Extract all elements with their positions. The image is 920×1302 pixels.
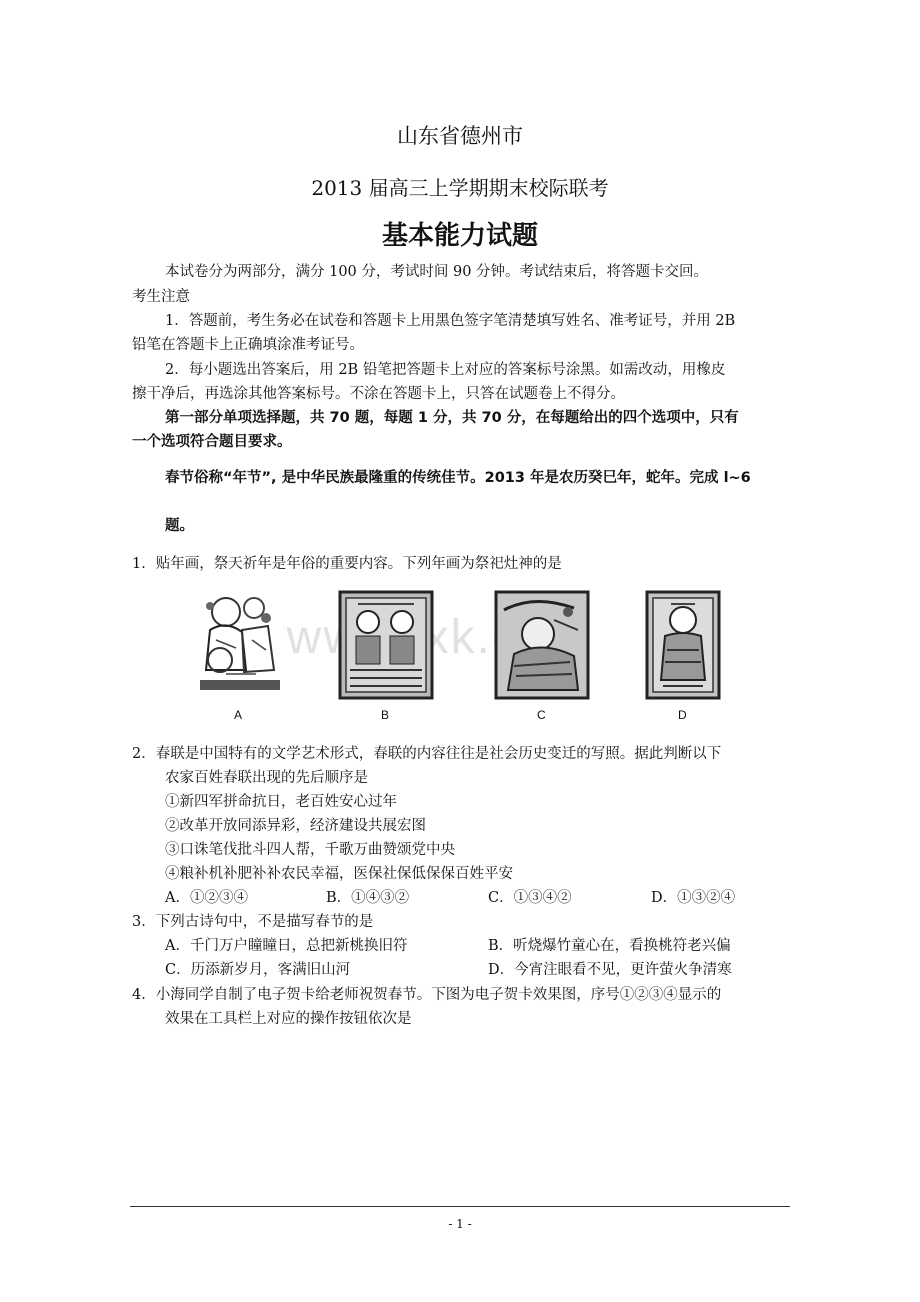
context-line-1: 春节俗称“年节”, 是中华民族最隆重的传统佳节。2013 年是农历癸巳年，蛇年。完成 l~6 bbox=[165, 470, 751, 486]
notice-1-line-2: 铅笔在答题卡上正确填涂准考证号。 bbox=[132, 337, 364, 353]
question-2-line-2: 农家百姓春联出现的先后顺序是 bbox=[165, 770, 368, 786]
q3-option-b: B．听烧爆竹童心在，看换桃符老兴偏 bbox=[488, 938, 731, 954]
part1-instruction-line-2: 一个选项符合题目要求。 bbox=[132, 434, 292, 450]
question-4-line-2: 效果在工具栏上对应的操作按钮依次是 bbox=[165, 1011, 412, 1027]
q2-option-c: C．①③④② bbox=[488, 890, 572, 906]
notice-2-line-1: 2．每小题选出答案后，用 2B 铅笔把答题卡上对应的答案标号涂黑。如需改动，用橡皮 bbox=[165, 362, 726, 378]
subject-title: 基本能力试题 bbox=[381, 221, 538, 251]
context-line-2: 题。 bbox=[165, 518, 194, 534]
question-4-line-1: 4．小海同学自制了电子贺卡给老师祝贺春节。下图为电子贺卡效果图，序号①②③④显示的 bbox=[132, 987, 722, 1003]
notice-1-line-1: 1．答题前，考生务必在试卷和答题卡上用黑色签字笔清楚填写姓名、准考证号，并用 2B bbox=[165, 313, 736, 329]
question-1: 1．贴年画，祭天祈年是年俗的重要内容。下列年画为祭祀灶神的是 bbox=[132, 556, 562, 572]
question-2-line-1: 2．春联是中国特有的文学艺术形式，春联的内容往往是社会历史变迁的写照。据此判断以下 bbox=[132, 746, 722, 762]
nianhua-image-b bbox=[338, 590, 434, 700]
q2-option-d: D．①③②④ bbox=[651, 890, 736, 906]
question-3: 3．下列古诗句中，不是描写春节的是 bbox=[132, 914, 374, 930]
nianhua-image-a bbox=[196, 590, 284, 700]
notice-2-line-2: 擦干净后，再选涂其他答案标号。不涂在答题卡上，只答在试题卷上不得分。 bbox=[132, 386, 625, 402]
caption-c: C bbox=[537, 708, 546, 722]
q2-item-4: ④粮补机补肥补补农民幸福，医保社保低保保百姓平安 bbox=[165, 866, 513, 882]
exam-title: 2013 届高三上学期期末校际联考 bbox=[311, 176, 609, 200]
q2-option-a: A．①②③④ bbox=[165, 890, 248, 906]
notice-title: 考生注意 bbox=[132, 289, 190, 305]
nianhua-image-d bbox=[645, 590, 721, 700]
page-number: - 1 - bbox=[448, 1217, 472, 1231]
header-region: 山东省德州市 bbox=[397, 124, 523, 148]
q3-option-d: D．今宵注眼看不见，更许萤火争清寒 bbox=[488, 962, 732, 978]
q2-item-1: ①新四军拼命抗日，老百姓安心过年 bbox=[165, 794, 397, 810]
q2-option-b: B．①④③② bbox=[326, 890, 410, 906]
q2-item-2: ②改革开放同添异彩，经济建设共展宏图 bbox=[165, 818, 426, 834]
intro-text: 本试卷分为两部分，满分 100 分，考试时间 90 分钟。考试结束后，将答题卡交回。 bbox=[165, 264, 709, 280]
q3-option-c: C．历添新岁月，客满旧山河 bbox=[165, 962, 351, 978]
q2-item-3: ③口诛笔伐批斗四人帮，千歌万曲赞颂党中央 bbox=[165, 842, 455, 858]
nianhua-image-c bbox=[494, 590, 590, 700]
footer-divider bbox=[130, 1206, 790, 1207]
caption-b: B bbox=[381, 708, 390, 722]
caption-a: A bbox=[234, 708, 243, 722]
part1-instruction-line-1: 第一部分单项选择题，共 70 题，每题 1 分，共 70 分，在每题给出的四个选项中，只有 bbox=[165, 410, 739, 426]
q3-option-a: A．千门万户瞳瞳日，总把新桃换旧符 bbox=[165, 938, 408, 954]
caption-d: D bbox=[678, 708, 687, 722]
